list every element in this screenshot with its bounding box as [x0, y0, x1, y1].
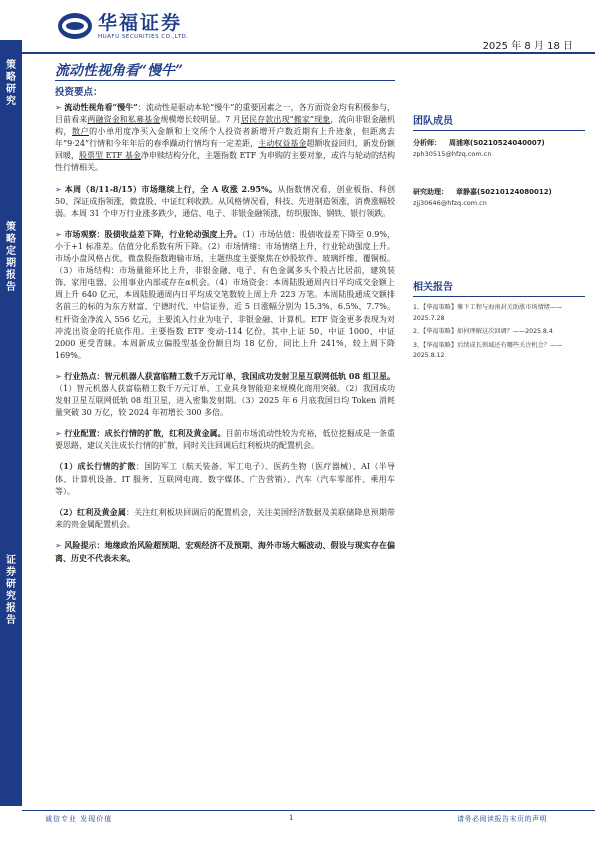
paragraph-lead: 行业配置：成长行情的扩散，红利及黄金属。 — [64, 428, 226, 439]
underlined-text: 主动权益基金 — [258, 139, 307, 149]
paragraph-text: 目前市场流动性较为充裕，低位挖掘成是一条重要思路，建议关注成长行情的扩散，同时关注回调后红利板块的配置机会。 — [55, 429, 396, 451]
underlined-text: 股票型 ETF 基金 — [79, 151, 141, 161]
assistant-card — [413, 187, 585, 208]
bullet-arrow-icon: ➢ — [55, 229, 62, 239]
paragraph-text: （1）智元机器人获富临精工数千万元订单，工业具身智能迎来规模化商用突破。（2）我国成功发射卫星互联网低轨 08 组卫星，进入密集发射期。（3）2025 年 6 月底我国日均 Token 消耗量突破 30 万亿，较 2024 年初增长 300 多倍。 — [55, 383, 395, 418]
logo-name-en: HUAFU SECURITIES CO.,LTD. — [98, 34, 189, 40]
related-heading: 相关报告 — [413, 278, 585, 297]
paragraph-text: ，流向非银金融机构， — [55, 115, 396, 137]
analyst-role: 分析师： — [413, 139, 441, 147]
bullet-arrow-icon: ➢ — [55, 540, 62, 550]
paragraph-text: ：流动性是驱动本轮“慢牛”的重要因素之一，各方面资金均有积极参与，目前看来 — [55, 103, 396, 125]
footer-disclaimer: 请务必阅读报告末页的声明 — [457, 815, 547, 823]
key-points-heading: 投资要点： — [55, 87, 103, 98]
paragraph-lead: （2）红利及黄金属 — [55, 506, 126, 517]
bullet-arrow-icon: ➢ — [55, 371, 62, 381]
side-label-periodic-report: 策 略 定 期 报 告 — [6, 222, 16, 293]
paragraph-text: ：关注红利板块回调后的配置机会，关注美国经济数据及美联储降息预期带来的贵金属配置机会。 — [55, 507, 395, 529]
side-label-securities-report: 证 券 研 究 报 告 — [6, 555, 16, 626]
logo-name-cn: 华福证券 — [98, 12, 183, 34]
team-section — [413, 112, 585, 208]
paragraph-text: ：国防军工（航天装备、军工电子）、医药生物（医疗器械）、AI（半导体、计算机设备、IT 服务、互联网电商、数字媒体、广告营销）、汽车（汽车零部件、乘用车等）。 — [55, 462, 395, 496]
paragraph-text: 超额收益回归，新发份额回暖， — [55, 139, 395, 161]
underlined-text: 两融资金和私募基金 — [87, 115, 161, 125]
main-body — [55, 101, 395, 573]
logo-mark-icon — [58, 13, 92, 39]
bullet-arrow-icon: ➢ — [55, 184, 62, 194]
paragraph-industry-allocation — [55, 427, 395, 452]
page-number: 1 — [289, 814, 294, 822]
title-rule — [55, 80, 395, 81]
assistant-name: 章静嘉(S0210124080012) — [456, 188, 552, 196]
related-report-link[interactable]: 2、【华福策略】如何理解这次回调？——2025.8.4 — [413, 328, 553, 335]
paragraph-risk-warning — [55, 539, 395, 565]
related-report-link[interactable]: 3、【华福策略】后续成长领域还有哪些关注机会？——2025.8.12 — [413, 341, 563, 359]
side-label-strategy-research: 策 略 研 究 — [6, 60, 16, 107]
paragraph-lead: 本周（8/11-8/15）市场继续上行，全 A 收涨 2.95%。 — [64, 183, 278, 194]
paragraph-lead: 流动性视角看“慢牛” — [64, 102, 138, 112]
paragraph-text: 的小单用度净买入金额和上交所个人投资者新增开户数近期有上升迹象，但距离去年“9·24”行情和今年年后的春季躁动行情均有一定差距， — [55, 127, 396, 149]
analyst-email[interactable]: zph30515@hfzq.com.cn — [413, 150, 492, 158]
paragraph-text: （1）市场估值：股债收益差下降至 0.9%，小于+1 标准差。估值分化系数有所下降。（2）市场情绪：市场情绪上升，行业轮动强度上升。市场小盘风格占优，微盘股指数跑输市场，主题热度主要聚焦在炒股软件、玻璃纤维、覆铜板。（3）市场结构：市场量能环比上升，非银金融、电子、有色金属多头个股占比居前，建筑装饰、家用电器、公用事业内部或存在α机会。（4）市场资金：本周陆股通周内日平均成交金额上周上升 640 亿元，本周陆股通周内日平均成交笔数较上周上升 223 万笔。本周陆股通成交额排名前三的标的为东方财富、宁德时代、中信证券，近 5 日涨幅分别为 15.3%、6.5%、7.7%。杠杆资金净流入 556 亿元，主要流入行业为电子、非银金融、计算机。ETF 资金更多表现为对冲流出资金的托底作用。主要指数 ETF 变动-114 亿份，其中上证 50、中证 1000、中证 2000 更受青睐。本周新成立偏股型基金份额目均 18 亿份，同比上升 241%，较上周下降 169%。 — [55, 229, 396, 360]
report-title: 流动性视角看“慢牛” — [55, 63, 184, 79]
paragraph-text: 净申赎结构分化，主题指数 ETF 为申购的主要对象，或许与轮动的结构性行情相关。 — [55, 151, 396, 173]
paragraph-market-observation — [55, 228, 395, 362]
bullet-arrow-icon: ➢ — [55, 429, 62, 439]
company-logo — [58, 12, 188, 40]
analyst-name: 周浦寒(S0210524040007) — [449, 139, 545, 147]
related-reports-section — [413, 278, 585, 365]
paragraph-text: 从指数情况看，创业板指、科创 50、深证成指领涨，微盘股、中证红利收跌。从风格情况看，科技、先进制造领涨，消费涨幅较弱。本周 31 个申万行业涨多跌少，通信、电子、非银金融领涨，纺织服饰、钢铁、银行领跌。 — [55, 184, 396, 218]
header-rule — [22, 52, 595, 54]
team-heading: 团队成员 — [413, 112, 585, 131]
related-report-link[interactable]: 1、【华福策略】雅下工程与海南封关助涨市场情绪——2025.7.28 — [413, 304, 563, 322]
analyst-card — [413, 138, 585, 159]
underlined-text: 居民存款出现“搬家”现象 — [240, 115, 331, 125]
assistant-email[interactable]: zjj30646@hfzq.com.cn — [413, 199, 487, 207]
sub-paragraph-dividend — [55, 506, 395, 531]
footer-rule — [22, 810, 595, 811]
assistant-role: 研究助理： — [413, 188, 448, 196]
paragraph-industry-hotspots — [55, 370, 395, 419]
paragraph-text: 规模增长较明显。7 月 — [160, 115, 241, 125]
paragraph-liquidity — [55, 101, 395, 175]
paragraph-lead: （1）成长行情的扩散 — [55, 461, 136, 472]
paragraph-lead: 市场观察：股债收益差下降，行业轮动强度上升。 — [64, 228, 242, 239]
paragraph-weekly-market — [55, 183, 395, 220]
bullet-arrow-icon: ➢ — [55, 103, 62, 112]
footer-slogan: 诚信专业 发现价值 — [45, 815, 113, 823]
side-strip — [0, 40, 22, 806]
sub-paragraph-growth — [55, 460, 395, 497]
report-date: 2025 年 8 月 18 日 — [482, 41, 573, 52]
paragraph-lead: 风险提示：地缘政治风险超预期、宏观经济不及预期、海外市场大幅波动、假设与现实存在偏离、历史不代表未来。 — [55, 539, 396, 563]
related-list — [413, 303, 585, 362]
paragraph-lead: 行业热点：智元机器人获富临精工数千万元订单，我国成功发射卫星互联网低轨 08 组卫星。 — [64, 370, 395, 381]
underlined-text: 散户 — [72, 127, 90, 137]
